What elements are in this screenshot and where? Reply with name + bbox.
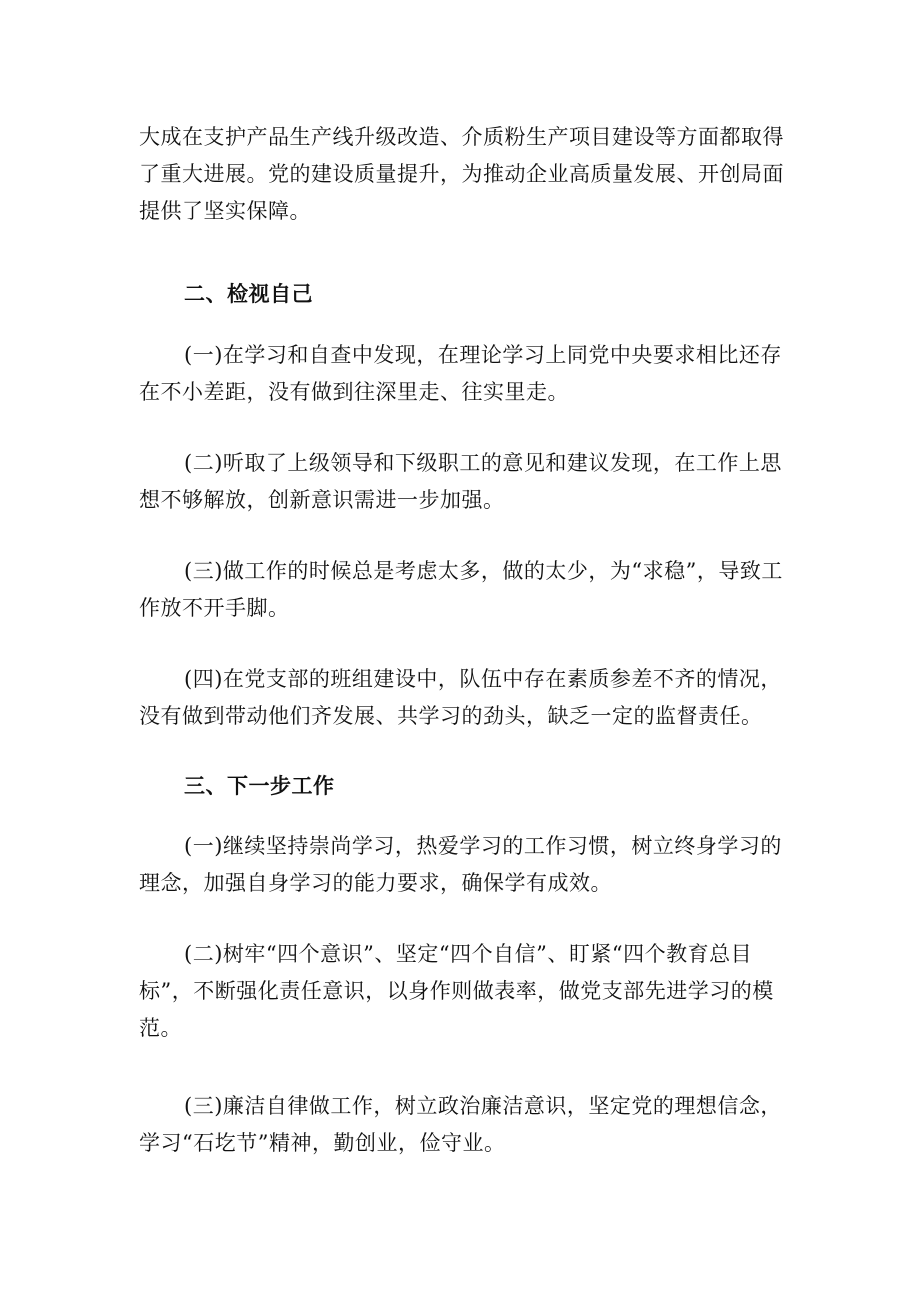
next-step-item-1: (一)继续坚持崇尚学习，热爱学习的工作习惯，树立终身学习的理念，加强自身学习的能力要求，确保学有成效。 <box>139 834 782 895</box>
section-heading-next-steps: 三、下一步工作 <box>184 774 335 798</box>
section-heading-review: 二、检视自己 <box>184 282 313 306</box>
review-item-1: (一)在学习和自查中发现，在理论学习上同党中央要求相比还存在不小差距，没有做到往深里走、往实里走。 <box>139 343 782 404</box>
review-item-2: (二)听取了上级领导和下级职工的意见和建议发现，在工作上思想不够解放，创新意识需进一步加强。 <box>139 451 782 512</box>
intro-paragraph: 大成在支护产品生产线升级改造、介质粉生产项目建设等方面都取得了重大进展。党的建设质量提升，为推动企业高质量发展、开创局面提供了坚实保障。 <box>139 125 784 223</box>
review-item-4: (四)在党支部的班组建设中，队伍中存在素质参差不齐的情况，没有做到带动他们齐发展、共学习的劲头，缺乏一定的监督责任。 <box>139 667 782 728</box>
next-step-item-3: (三)廉洁自律做工作，树立政治廉洁意识，坚定党的理想信念，学习“石圪节”精神，勤创业，俭守业。 <box>139 1094 782 1155</box>
review-item-3: (三)做工作的时候总是考虑太多，做的太少，为“求稳”，导致工作放不开手脚。 <box>139 559 783 620</box>
next-step-item-2: (二)树牢“四个意识”、坚定“四个自信”、盯紧“四个教育总目标”，不断强化责任意识，以身作则做表率，做党支部先进学习的模范。 <box>139 942 774 1040</box>
